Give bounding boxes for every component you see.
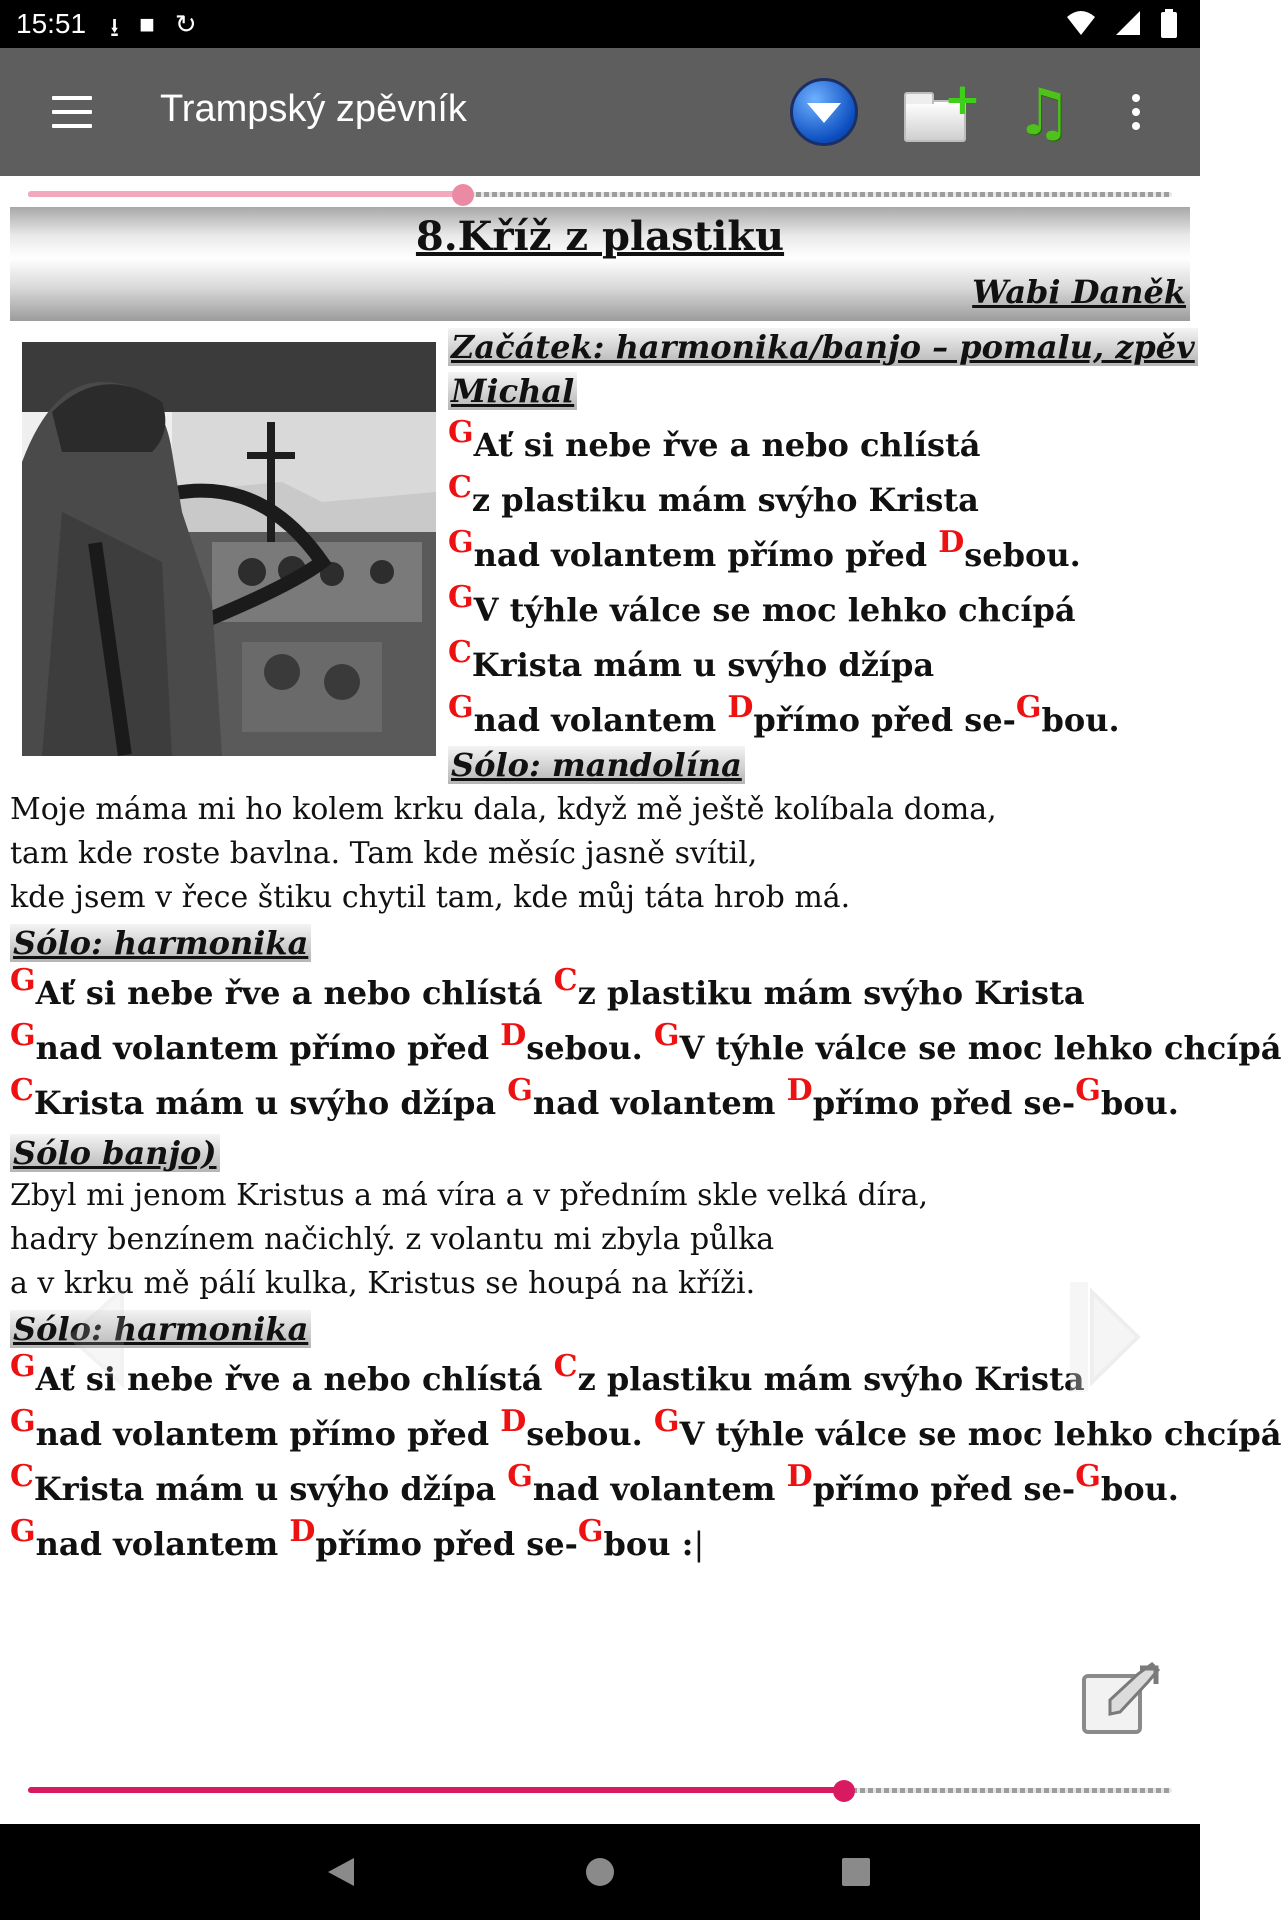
lyric-line: Moje máma mi ho kolem krku dala, když mě ještě kolíbala doma,	[10, 792, 997, 827]
next-arrow-icon[interactable]	[1068, 1282, 1144, 1392]
lyric-text: přímo před se-	[753, 701, 1016, 739]
status-bar	[0, 0, 1200, 48]
lyric-text: nad volantem přímo před	[473, 536, 939, 574]
lyric-line	[10, 1349, 1085, 1398]
system-nav-bar	[0, 1824, 1200, 1920]
lyric-line: Zbyl mi jenom Kristus a má víra a v předním skle velká díra,	[10, 1178, 929, 1213]
lyric-text: Krista mám u svýho džípa	[33, 1470, 508, 1508]
lyric-text: z plastiku mám svýho Krista	[577, 974, 1085, 1012]
chord-label: G	[1015, 690, 1042, 725]
app-title: Trampský zpěvník	[160, 88, 467, 130]
lyric-text: nad volantem	[532, 1470, 787, 1508]
chord-label: G	[448, 415, 474, 450]
lyric-line	[10, 1018, 1282, 1067]
lyric-text: Krista mám u svýho džípa	[471, 646, 935, 684]
lyric-text: nad volantem přímo před	[35, 1029, 501, 1067]
chord-label: G	[10, 1018, 36, 1053]
lyric-text: přímo před se-	[812, 1470, 1076, 1508]
section-heading-solo-mandolina: Sólo: mandolína	[448, 746, 745, 784]
slider-thumb[interactable]	[452, 184, 474, 206]
lyric-text: nad volantem	[532, 1084, 787, 1122]
chord-label: G	[10, 1404, 36, 1439]
section-heading-intro: Začátek: harmonika/banjo – pomalu, zpěv	[448, 328, 1198, 366]
lyric-text: z plastiku mám svýho Krista	[471, 481, 979, 519]
sync-icon: ↻	[174, 9, 197, 39]
lyric-line	[448, 525, 1081, 574]
chord-label: D	[289, 1514, 316, 1549]
lyric-text: bou.	[1100, 1084, 1179, 1122]
chord-label: G	[1075, 1459, 1101, 1494]
lyric-line: tam kde roste bavlna. Tam kde měsíc jasně svítil,	[10, 836, 758, 871]
lyric-text: nad volantem	[473, 701, 728, 739]
chord-label: C	[553, 1349, 578, 1384]
recents-icon[interactable]	[842, 1858, 870, 1886]
sd-card-icon: ■	[139, 9, 155, 39]
lyric-line	[448, 580, 1076, 629]
song-illustration-image	[22, 342, 436, 756]
lyric-line	[448, 690, 1120, 739]
lyric-line	[10, 963, 1085, 1012]
lyric-line	[10, 1514, 705, 1563]
chord-label: G	[507, 1073, 533, 1108]
lyric-text: V týhle válce se moc lehko chcípá	[679, 1415, 1282, 1453]
song-author: Wabi Daněk	[972, 273, 1186, 311]
text-cursor: |	[693, 1525, 705, 1563]
lyric-line: a v krku mě pálí kulka, Kristus se houpá na kříži.	[10, 1266, 756, 1301]
back-icon[interactable]	[326, 1856, 356, 1888]
lyric-text: přímo před se-	[812, 1084, 1076, 1122]
chord-label: D	[938, 525, 965, 560]
lyric-line	[448, 470, 979, 519]
download-icon: ⭳	[110, 12, 120, 42]
chord-label: D	[727, 690, 754, 725]
lyric-text: přímo před se-	[315, 1525, 578, 1563]
status-time: 15:51	[16, 8, 87, 39]
chord-label: G	[10, 963, 36, 998]
slider-thumb[interactable]	[833, 1780, 855, 1802]
section-heading-solo-banjo: Sólo banjo)	[10, 1134, 220, 1172]
chord-label: D	[786, 1459, 813, 1494]
edit-icon[interactable]	[1080, 1660, 1164, 1744]
lyric-text: nad volantem přímo před	[35, 1415, 501, 1453]
wifi-icon	[1066, 9, 1096, 37]
chord-label: G	[448, 525, 474, 560]
lyric-text: Krista mám u svýho džípa	[33, 1084, 508, 1122]
lyric-line	[10, 1459, 1179, 1508]
chord-label: C	[448, 470, 472, 505]
section-heading-solo-harmonika-2: Sólo: harmonika	[10, 1310, 311, 1348]
section-heading-intro-cont: Michal	[448, 372, 577, 410]
chord-label: G	[577, 1514, 604, 1549]
lyric-text: z plastiku mám svýho Krista	[577, 1360, 1085, 1398]
chord-label: G	[1075, 1073, 1101, 1108]
top-scroll-slider[interactable]	[28, 184, 1172, 204]
lyric-text: Ať si nebe řve a nebo chlístá	[35, 1360, 554, 1398]
lyric-text: bou.	[1100, 1470, 1179, 1508]
chord-label: G	[10, 1514, 36, 1549]
bottom-scroll-slider[interactable]	[28, 1780, 1172, 1800]
lyric-text: nad volantem	[35, 1525, 290, 1563]
section-heading-solo-harmonika: Sólo: harmonika	[10, 924, 311, 962]
lyric-text: Ať si nebe řve a nebo chlístá	[35, 974, 554, 1012]
lyric-text: V týhle válce se moc lehko chcípá	[679, 1029, 1282, 1067]
chord-label: C	[553, 963, 578, 998]
signal-icon	[1114, 9, 1142, 37]
chord-label: C	[448, 635, 472, 670]
chord-label: G	[448, 690, 474, 725]
chord-label: G	[10, 1349, 36, 1384]
chord-label: C	[10, 1459, 34, 1494]
chord-label: D	[500, 1404, 527, 1439]
lyric-text: bou :	[603, 1525, 694, 1563]
lyric-line	[448, 635, 935, 684]
lyric-text: bou.	[1041, 701, 1120, 739]
lyric-text: Ať si nebe řve a nebo chlístá	[473, 426, 981, 464]
app-toolbar	[0, 48, 1200, 176]
lyric-line: kde jsem v řece štiku chytil tam, kde můj táta hrob má.	[10, 880, 851, 915]
prev-arrow-icon[interactable]	[58, 1282, 128, 1392]
chord-label: G	[653, 1404, 680, 1439]
lyric-line: hadry benzínem načichlý. z volantu mi zbyla půlka	[10, 1222, 775, 1257]
add-folder-icon[interactable]: +	[900, 78, 970, 148]
lyric-line	[10, 1404, 1282, 1453]
chord-label: G	[653, 1018, 680, 1053]
lyric-text: V týhle válce se moc lehko chcípá	[473, 591, 1076, 629]
chord-label: D	[786, 1073, 813, 1108]
chord-label: G	[507, 1459, 533, 1494]
chord-label: G	[448, 580, 474, 615]
lyric-line	[448, 415, 981, 464]
lyric-text: sebou.	[964, 536, 1081, 574]
home-icon[interactable]	[584, 1856, 616, 1888]
lyric-text: sebou.	[526, 1415, 654, 1453]
chord-label: D	[500, 1018, 527, 1053]
menu-icon[interactable]	[52, 96, 92, 128]
lyric-line	[10, 1073, 1179, 1122]
lyric-text: sebou.	[526, 1029, 654, 1067]
song-title: 8.Kříž z plastiku	[415, 213, 785, 260]
chord-label: C	[10, 1073, 34, 1108]
song-header	[10, 207, 1190, 321]
download-arrow-icon[interactable]	[790, 78, 860, 148]
music-note-icon[interactable]: ♫	[1015, 76, 1073, 150]
battery-icon	[1160, 9, 1178, 39]
more-vert-icon[interactable]	[1132, 94, 1144, 134]
